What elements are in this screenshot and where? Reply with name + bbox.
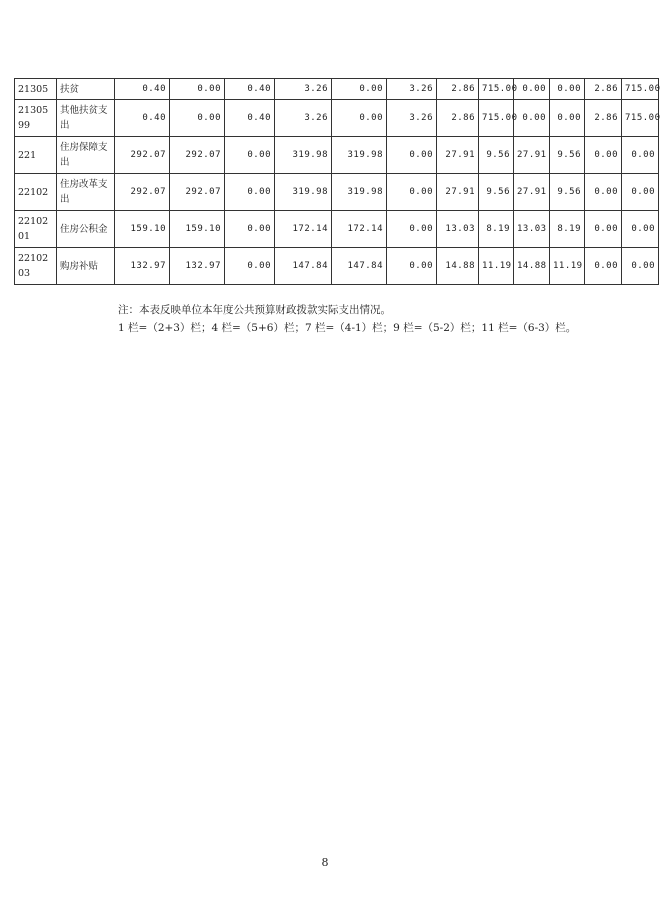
cell-col-1: 292.07 <box>115 174 170 211</box>
row-code: 2130599 <box>15 100 57 137</box>
cell-col-3: 0.00 <box>225 211 275 248</box>
cell-col-10: 11.19 <box>550 248 585 285</box>
cell-col-6: 0.00 <box>387 248 437 285</box>
cell-col-11: 0.00 <box>585 137 622 174</box>
cell-col-8: 715.00 <box>479 79 514 100</box>
cell-col-11: 0.00 <box>585 211 622 248</box>
cell-col-3: 0.40 <box>225 100 275 137</box>
cell-col-6: 0.00 <box>387 211 437 248</box>
cell-col-12: 715.00 <box>622 100 659 137</box>
cell-col-10: 8.19 <box>550 211 585 248</box>
row-name: 扶贫 <box>57 79 115 100</box>
table-row <box>15 248 659 285</box>
cell-col-9: 13.03 <box>514 211 550 248</box>
cell-col-4: 172.14 <box>275 211 332 248</box>
cell-col-10: 9.56 <box>550 174 585 211</box>
cell-col-2: 292.07 <box>170 174 225 211</box>
cell-col-9: 0.00 <box>514 100 550 137</box>
row-name: 住房保障支出 <box>57 137 115 174</box>
cell-col-4: 3.26 <box>275 79 332 100</box>
cell-col-12: 0.00 <box>622 211 659 248</box>
cell-col-2: 0.00 <box>170 100 225 137</box>
cell-col-9: 0.00 <box>514 79 550 100</box>
footnote-line-2: 1 栏=（2+3）栏；4 栏=（5+6）栏；7 栏=（4-1）栏；9 栏=（5-2）栏；11 栏=（6-3）栏。 <box>118 322 577 334</box>
cell-col-5: 0.00 <box>332 79 387 100</box>
cell-col-9: 14.88 <box>514 248 550 285</box>
cell-col-7: 13.03 <box>437 211 479 248</box>
cell-col-8: 715.00 <box>479 100 514 137</box>
row-name: 住房公积金 <box>57 211 115 248</box>
cell-col-3: 0.00 <box>225 248 275 285</box>
cell-col-11: 2.86 <box>585 79 622 100</box>
cell-col-5: 319.98 <box>332 174 387 211</box>
cell-col-10: 0.00 <box>550 100 585 137</box>
cell-col-3: 0.00 <box>225 174 275 211</box>
cell-col-8: 11.19 <box>479 248 514 285</box>
cell-col-4: 319.98 <box>275 174 332 211</box>
cell-col-1: 292.07 <box>115 137 170 174</box>
cell-col-1: 0.40 <box>115 100 170 137</box>
cell-col-12: 0.00 <box>622 248 659 285</box>
row-code: 221 <box>15 137 57 174</box>
table-row <box>15 79 659 100</box>
cell-col-9: 27.91 <box>514 137 550 174</box>
row-code: 22102 <box>15 174 57 211</box>
table-row <box>15 174 659 211</box>
cell-col-8: 9.56 <box>479 174 514 211</box>
row-name: 其他扶贫支出 <box>57 100 115 137</box>
table-row <box>15 137 659 174</box>
cell-col-5: 172.14 <box>332 211 387 248</box>
cell-col-11: 0.00 <box>585 248 622 285</box>
cell-col-5: 319.98 <box>332 137 387 174</box>
page-number: 8 <box>321 856 329 869</box>
cell-col-11: 2.86 <box>585 100 622 137</box>
cell-col-7: 27.91 <box>437 137 479 174</box>
table-row <box>15 211 659 248</box>
cell-col-11: 0.00 <box>585 174 622 211</box>
cell-col-3: 0.00 <box>225 137 275 174</box>
cell-col-6: 0.00 <box>387 174 437 211</box>
table-footnote <box>118 301 576 337</box>
cell-col-10: 9.56 <box>550 137 585 174</box>
cell-col-8: 9.56 <box>479 137 514 174</box>
cell-col-1: 132.97 <box>115 248 170 285</box>
cell-col-10: 0.00 <box>550 79 585 100</box>
cell-col-8: 8.19 <box>479 211 514 248</box>
cell-col-6: 3.26 <box>387 100 437 137</box>
cell-col-1: 159.10 <box>115 211 170 248</box>
row-name: 购房补贴 <box>57 248 115 285</box>
cell-col-2: 132.97 <box>170 248 225 285</box>
cell-col-7: 2.86 <box>437 100 479 137</box>
cell-col-5: 0.00 <box>332 100 387 137</box>
cell-col-4: 147.84 <box>275 248 332 285</box>
cell-col-5: 147.84 <box>332 248 387 285</box>
cell-col-12: 0.00 <box>622 174 659 211</box>
cell-col-2: 292.07 <box>170 137 225 174</box>
row-code: 2210201 <box>15 211 57 248</box>
cell-col-9: 27.91 <box>514 174 550 211</box>
cell-col-4: 3.26 <box>275 100 332 137</box>
cell-col-7: 14.88 <box>437 248 479 285</box>
cell-col-7: 2.86 <box>437 79 479 100</box>
row-name: 住房改革支出 <box>57 174 115 211</box>
row-code: 21305 <box>15 79 57 100</box>
cell-col-6: 3.26 <box>387 79 437 100</box>
cell-col-2: 0.00 <box>170 79 225 100</box>
table-row <box>15 100 659 137</box>
footnote-line-1: 注：本表反映单位本年度公共预算财政拨款实际支出情况。 <box>118 304 391 316</box>
cell-col-7: 27.91 <box>437 174 479 211</box>
cell-col-2: 159.10 <box>170 211 225 248</box>
expenditure-table <box>14 78 659 285</box>
cell-col-12: 0.00 <box>622 137 659 174</box>
cell-col-4: 319.98 <box>275 137 332 174</box>
cell-col-3: 0.40 <box>225 79 275 100</box>
cell-col-12: 715.00 <box>622 79 659 100</box>
row-code: 2210203 <box>15 248 57 285</box>
cell-col-6: 0.00 <box>387 137 437 174</box>
cell-col-1: 0.40 <box>115 79 170 100</box>
